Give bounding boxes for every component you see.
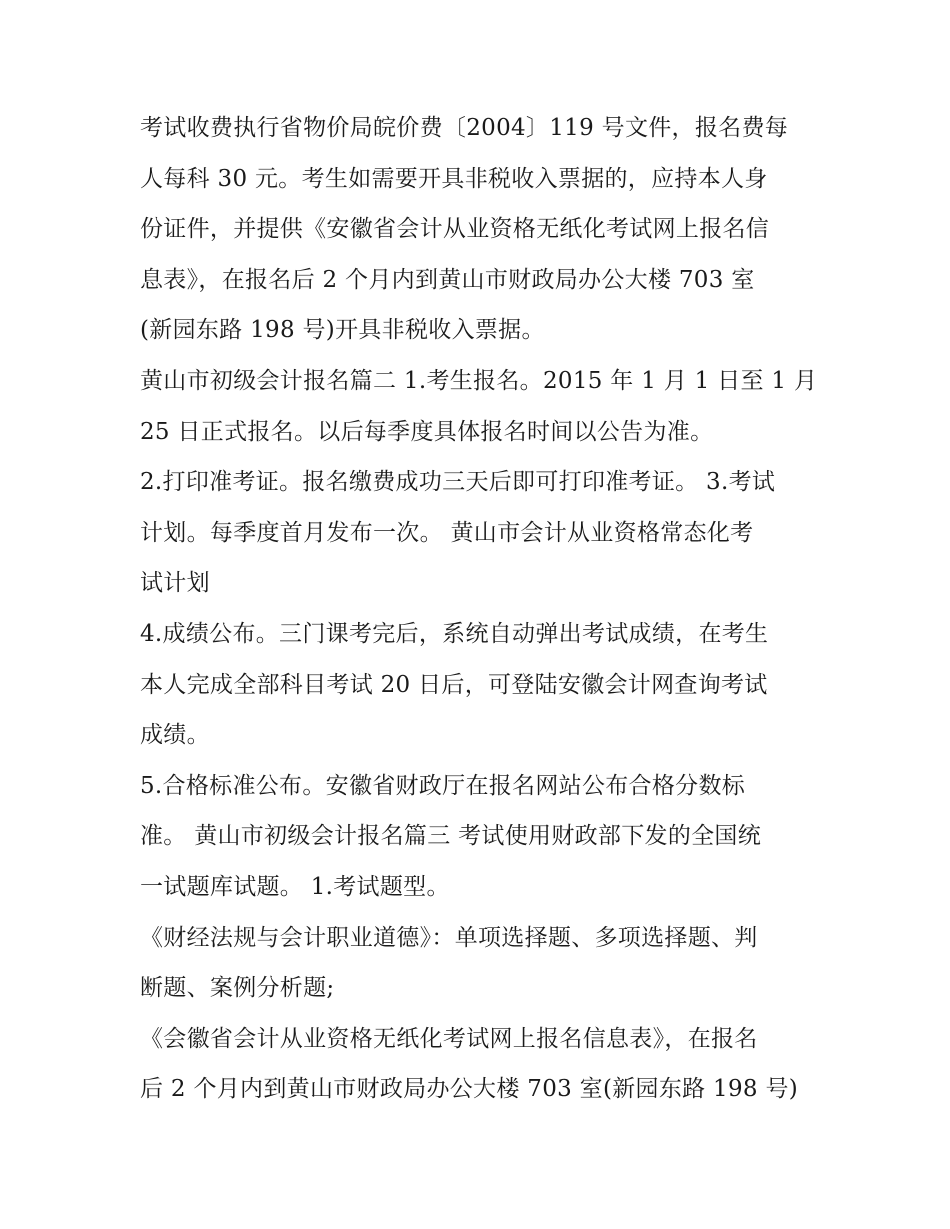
text-line: 一试题库试题。 1.考试题型。: [140, 873, 450, 900]
text-line: (新园东路 198 号)开具非税收入票据。: [140, 317, 545, 344]
text-line: 本人完成全部科目考试 20 日后，可登陆安徽会计网查询考试: [140, 671, 768, 698]
text-line: 《会徽省会计从业资格无纸化考试网上报名信息表》，在报名: [140, 1025, 758, 1052]
text-line: 息表》，在报名后 2 个月内到黄山市财政局办公大楼 703 室: [140, 266, 755, 293]
text-line: 黄山市初级会计报名篇二 1.考生报名。2015 年 1 月 1 日至 1 月: [140, 367, 818, 394]
text-line: 计划。每季度首月发布一次。 黄山市会计从业资格常态化考: [140, 519, 754, 546]
text-line: 份证件，并提供《安徽省会计从业资格无纸化考试网上报名信: [140, 216, 770, 243]
text-line: 《财经法规与会计职业道德》：单项选择题、多项选择题、判: [140, 924, 758, 951]
text-line: 试计划: [140, 570, 210, 597]
text-line: 后 2 个月内到黄山市财政局办公大楼 703 室(新园东路 198 号): [140, 1076, 799, 1103]
text-line: 5.合格标准公布。安徽省财政厅在报名网站公布合格分数标: [140, 772, 746, 799]
text-line: 25 日正式报名。以后每季度具体报名时间以公告为准。: [140, 418, 714, 445]
document-body: [140, 103, 820, 1115]
text-line: 准。 黄山市初级会计报名篇三 考试使用财政部下发的全国统: [140, 823, 762, 850]
text-line: 成绩。: [140, 722, 210, 749]
text-line: 2.打印准考证。报名缴费成功三天后即可打印准考证。 3.考试: [140, 469, 776, 496]
text-line: 4.成绩公布。三门课考完后，系统自动弹出考试成绩，在考生: [140, 620, 769, 647]
text-line: 断题、案例分析题;: [140, 975, 335, 1002]
text-line: 人每科 30 元。考生如需要开具非税收入票据的，应持本人身: [140, 165, 768, 192]
text-line: 考试收费执行省物价局皖价费〔2004〕119 号文件，报名费每: [140, 115, 789, 141]
